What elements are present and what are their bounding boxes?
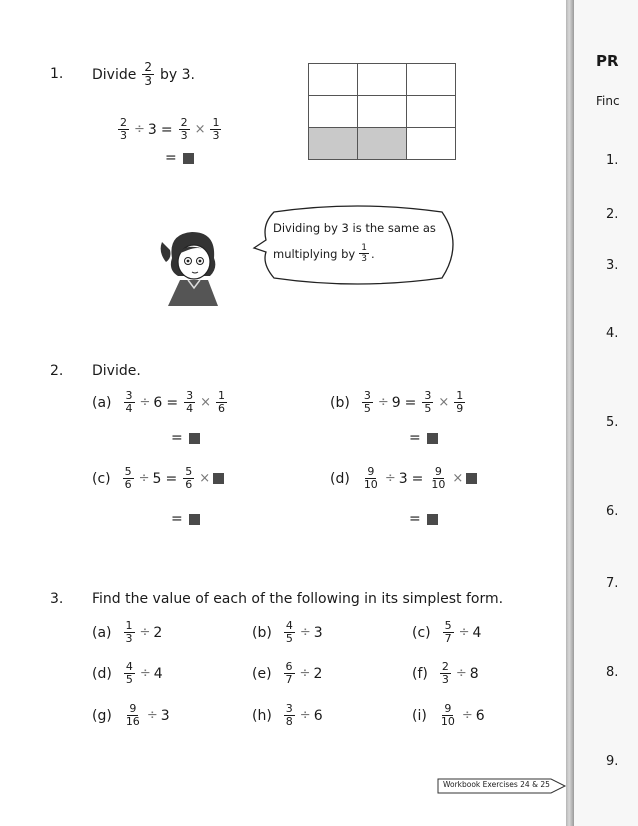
q1-eq-frac-b: $\frac{2}{3}$ [180, 116, 188, 142]
item-divisor: 8 [469, 665, 479, 682]
grid-cell [358, 64, 407, 96]
book-gutter [566, 0, 574, 826]
item-label: (f) [412, 665, 428, 682]
item-fraction: $\frac{1}{9}$ [456, 389, 464, 415]
bubble-line-1: Dividing by 3 is the same as [273, 221, 436, 235]
item-label: (d) [92, 665, 112, 682]
question-2-number: 2. [50, 363, 64, 379]
question-3-number: 3. [50, 591, 64, 607]
times-sign: × [452, 471, 464, 486]
item-fraction: $\frac{3}{4}$ [125, 389, 133, 415]
bubble-line-2 [273, 243, 375, 264]
divide-sign: ÷ [138, 471, 150, 486]
question-1-title [92, 61, 195, 88]
divide-sign: ÷ [377, 395, 389, 410]
answer-blank-box [183, 153, 194, 164]
answer-blank-box [189, 433, 200, 444]
divide-sign: ÷ [299, 666, 311, 681]
item-fraction: $\frac{9}{10}$ [363, 465, 378, 491]
item-label: (c) [92, 470, 111, 487]
answer-blank-box [466, 473, 477, 484]
item-divisor: 6 [153, 394, 163, 411]
fraction-grid-diagram [308, 63, 456, 160]
q3-item-c [412, 620, 481, 645]
q1-eq-frac-a: $\frac{2}{3}$ [120, 116, 127, 142]
equals-sign: = [404, 394, 417, 411]
equals-sign: = [171, 430, 183, 446]
right-page [574, 0, 638, 826]
girl-illustration [158, 228, 230, 306]
answer-blank-box [427, 433, 438, 444]
item-divisor: 6 [313, 707, 323, 724]
equals-sign: = [409, 430, 421, 446]
times-sign: × [438, 395, 450, 410]
times-sign: × [199, 471, 211, 486]
item-fraction: $\frac{9}{10}$ [440, 702, 455, 728]
grid-cell-shaded [309, 128, 358, 160]
divide-sign: ÷ [455, 666, 467, 681]
equals-sign: = [165, 150, 177, 166]
item-label: (i) [412, 707, 427, 724]
divide-sign: ÷ [139, 666, 151, 681]
item-label: (d) [330, 470, 350, 487]
equals-sign: = [171, 511, 183, 527]
item-fraction: $\frac{6}{7}$ [285, 660, 293, 686]
item-label: (c) [412, 624, 431, 641]
item-divisor: 2 [313, 665, 323, 682]
item-fraction: $\frac{2}{3}$ [441, 660, 449, 686]
workbook-reference-text: Workbook Exercises 24 & 25 [443, 780, 550, 789]
item-divisor: 4 [472, 624, 482, 641]
divide-sign: ÷ [139, 625, 151, 640]
q1-answer-line [165, 150, 194, 166]
q2-b-answer-line [409, 430, 438, 446]
q3-item-g [92, 703, 170, 728]
item-divisor: 3 [313, 624, 323, 641]
q1-divide-word: Divide [92, 66, 137, 83]
right-page-number: 4. [606, 326, 619, 341]
grid-cell [407, 64, 456, 96]
q3-item-f [412, 661, 479, 686]
item-divisor: 4 [153, 665, 163, 682]
answer-blank-box [213, 473, 224, 484]
item-fraction: $\frac{9}{10}$ [431, 465, 446, 491]
divide-sign: ÷ [299, 625, 311, 640]
times-sign: × [200, 395, 211, 410]
q2-item-d [330, 466, 477, 491]
divide-sign: ÷ [299, 708, 311, 723]
grid-cell [309, 64, 358, 96]
q1-eq-three: 3 [147, 121, 157, 138]
item-fraction: $\frac{5}{6}$ [185, 465, 193, 491]
grid-cell [407, 96, 456, 128]
right-page-number: 9. [606, 754, 619, 769]
item-label: (a) [92, 394, 112, 411]
right-page-number: 2. [606, 207, 619, 222]
item-fraction: $\frac{1}{6}$ [217, 389, 225, 415]
item-fraction: $\frac{4}{5}$ [285, 619, 293, 645]
item-divisor: 3 [160, 707, 170, 724]
q2-item-a [92, 390, 229, 415]
item-divisor: 5 [152, 470, 162, 487]
answer-blank-box [427, 514, 438, 525]
bubble-multiplying-text: multiplying by [273, 246, 356, 261]
equals-sign: = [160, 121, 173, 138]
item-label: (b) [252, 624, 272, 641]
q1-eq-frac-c: $\frac{1}{3}$ [212, 116, 220, 142]
right-page-number: 7. [606, 576, 619, 591]
q2-a-answer-line [171, 430, 200, 446]
q3-item-a [92, 620, 162, 645]
grid-cell [407, 128, 456, 160]
q3-item-e [252, 661, 322, 686]
item-divisor: 6 [475, 707, 485, 724]
answer-blank-box [189, 514, 200, 525]
item-label: (a) [92, 624, 112, 641]
right-page-number: 3. [606, 258, 619, 273]
item-fraction: $\frac{4}{5}$ [125, 660, 133, 686]
item-label: (b) [330, 394, 350, 411]
divide-sign: ÷ [139, 395, 151, 410]
item-label: (g) [92, 707, 112, 724]
item-divisor: 9 [391, 394, 401, 411]
q1-fraction: $\frac{2}{3}$ [144, 60, 152, 88]
divide-sign: ÷ [146, 708, 158, 723]
q2-item-c [92, 466, 224, 491]
item-fraction: $\frac{3}{5}$ [424, 389, 432, 415]
equals-sign: = [409, 511, 421, 527]
q3-item-h [252, 703, 323, 728]
right-page-number: 1. [606, 153, 619, 168]
q2-item-b [330, 390, 467, 415]
divide-sign: ÷ [458, 625, 470, 640]
item-label: (h) [252, 707, 272, 724]
question-1-number: 1. [50, 66, 64, 82]
grid-cell-shaded [358, 128, 407, 160]
q2-d-answer-line [409, 511, 438, 527]
times-sign: × [194, 122, 206, 137]
right-page-heading: PR [596, 52, 619, 70]
equals-sign: = [165, 470, 178, 487]
right-page-number: 5. [606, 415, 619, 430]
divide-sign: ÷ [384, 471, 396, 486]
divide-sign: ÷ [134, 122, 145, 137]
item-fraction: $\frac{1}{3}$ [125, 619, 133, 645]
item-divisor: 2 [153, 624, 163, 641]
grid-cell [358, 96, 407, 128]
item-fraction: $\frac{3}{5}$ [363, 389, 371, 415]
item-label: (e) [252, 665, 272, 682]
q3-item-d [92, 661, 163, 686]
bubble-period: . [370, 246, 375, 261]
item-fraction: $\frac{3}{8}$ [285, 702, 293, 728]
q3-item-b [252, 620, 323, 645]
item-fraction: $\frac{5}{6}$ [124, 465, 132, 491]
item-divisor: 3 [398, 470, 408, 487]
equals-sign: = [166, 394, 179, 411]
q2-c-answer-line [171, 511, 200, 527]
item-fraction: $\frac{5}{7}$ [444, 619, 452, 645]
right-page-number: 6. [606, 504, 619, 519]
divide-sign: ÷ [461, 708, 473, 723]
question-3-title: Find the value of each of the following in its simplest form. [92, 591, 504, 607]
bubble-fraction: $\frac{1}{3}$ [361, 243, 367, 264]
question-2-title: Divide. [92, 363, 141, 379]
q1-equation-line [116, 117, 223, 142]
equals-sign: = [411, 470, 424, 487]
item-fraction: $\frac{9}{16}$ [125, 702, 140, 728]
right-page-number: 8. [606, 665, 619, 680]
q3-item-i [412, 703, 485, 728]
right-page-subheading: Finc [596, 94, 620, 108]
grid-cell [309, 96, 358, 128]
item-fraction: $\frac{3}{4}$ [186, 389, 194, 415]
q1-by-word: by 3. [160, 66, 195, 83]
